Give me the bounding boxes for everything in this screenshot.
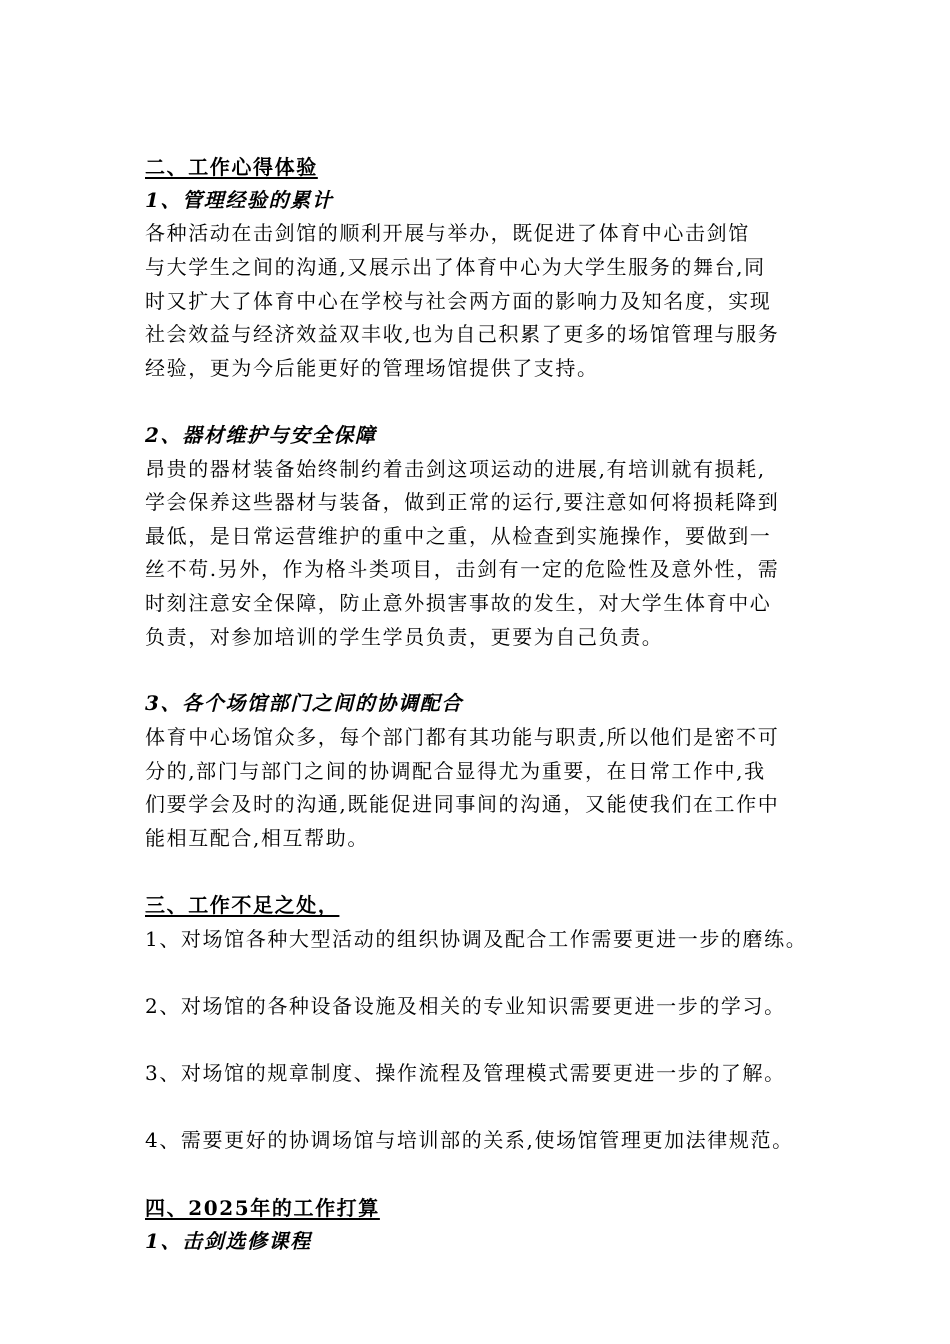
subsection-title: 1、管理经验的累计 <box>145 188 334 212</box>
paragraph-line: 经验，更为今后能更好的管理场馆提供了支持。 <box>145 356 599 380</box>
section-heading: 四、2025年的工作打算 <box>145 1196 380 1220</box>
paragraph-line: 能相互配合,相互帮助。 <box>145 826 369 850</box>
paragraph-line: 学会保养这些器材与装备，做到正常的运行,要注意如何将损耗降到 <box>145 490 780 514</box>
paragraph-line: 体育中心场馆众多，每个部门都有其功能与职责,所以他们是密不可 <box>145 725 780 749</box>
paragraph-line: 社会效益与经济效益双丰收,也为自己积累了更多的场馆管理与服务 <box>145 322 780 346</box>
list-item: 2、对场馆的各种设备设施及相关的专业知识需要更进一步的学习。 <box>145 994 786 1018</box>
section-heading: 三、工作不足之处， <box>145 893 340 917</box>
paragraph-line: 与大学生之间的沟通,又展示出了体育中心为大学生服务的舞台,同 <box>145 255 766 279</box>
paragraph-line: 负责，对参加培训的学生学员负责，更要为自己负责。 <box>145 625 664 649</box>
paragraph-line: 分的,部门与部门之间的协调配合显得尤为重要，在日常工作中,我 <box>145 759 766 783</box>
list-item: 1、对场馆各种大型活动的组织协调及配合工作需要更进一步的磨练。 <box>145 927 808 951</box>
subsection-title: 2、器材维护与安全保障 <box>145 423 377 447</box>
list-item: 4、需要更好的协调场馆与培训部的关系,使场馆管理更加法律规范。 <box>145 1128 794 1152</box>
paragraph-line: 最低，是日常运营维护的重中之重，从检查到实施操作，要做到一 <box>145 524 772 548</box>
paragraph-line: 时又扩大了体育中心在学校与社会两方面的影响力及知名度，实现 <box>145 289 772 313</box>
paragraph-line: 各种活动在击剑馆的顺利开展与举办，既促进了体育中心击剑馆 <box>145 221 750 245</box>
section-heading: 二、工作心得体验 <box>145 155 318 179</box>
paragraph-line: 们要学会及时的沟通,既能促进同事间的沟通，又能使我们在工作中 <box>145 792 780 816</box>
subsection-title: 3、各个场馆部门之间的协调配合 <box>145 691 463 715</box>
paragraph-line: 丝不苟.另外，作为格斗类项目，击剑有一定的危险性及意外性，需 <box>145 557 780 581</box>
paragraph-line: 时刻注意安全保障，防止意外损害事故的发生，对大学生体育中心 <box>145 591 772 615</box>
paragraph-line: 昂贵的器材装备始终制约着击剑这项运动的进展,有培训就有损耗, <box>145 457 766 481</box>
list-item: 3、对场馆的规章制度、操作流程及管理模式需要更进一步的了解。 <box>145 1061 786 1085</box>
subsection-title: 1、击剑选修课程 <box>145 1229 312 1253</box>
